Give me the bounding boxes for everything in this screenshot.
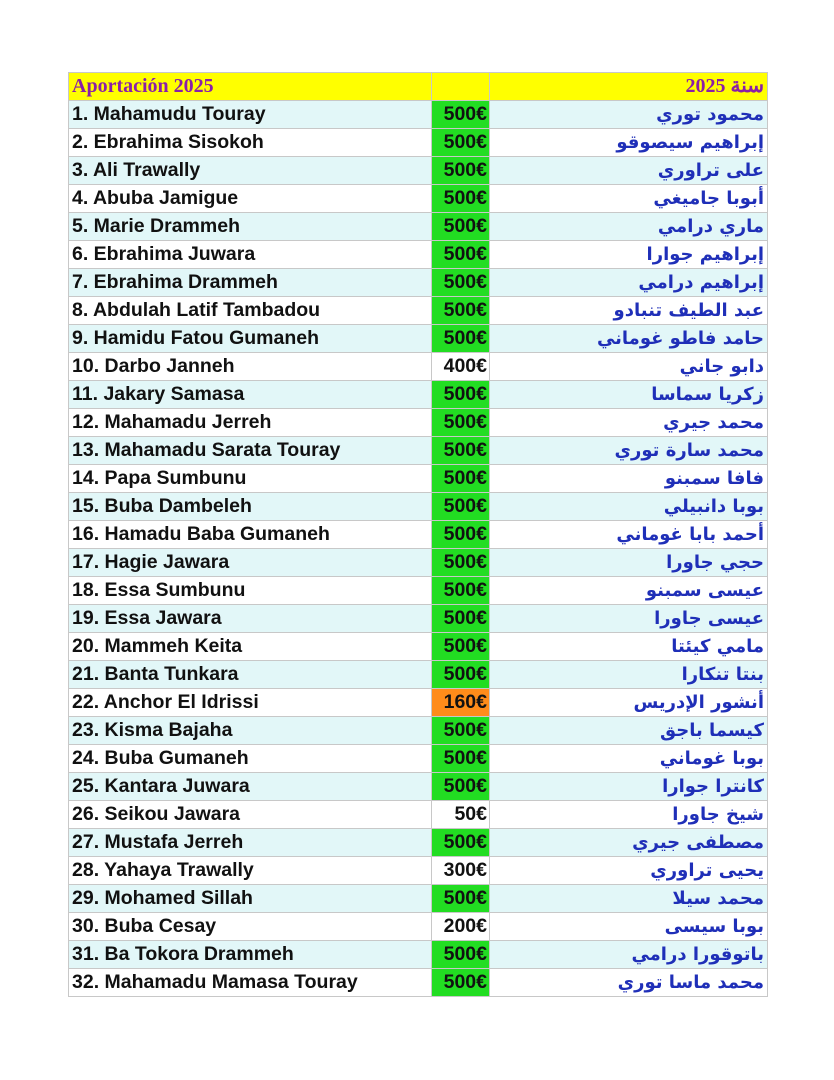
amount-cell[interactable]: 500€ <box>432 773 490 801</box>
table-row <box>69 745 768 773</box>
table-row <box>69 857 768 885</box>
arabic-name-cell[interactable]: إبراهيم جوارا <box>490 241 768 269</box>
member-name-cell[interactable]: 14. Papa Sumbunu <box>69 465 432 493</box>
member-name-cell[interactable]: 6. Ebrahima Juwara <box>69 241 432 269</box>
amount-cell[interactable]: 500€ <box>432 437 490 465</box>
arabic-name-cell[interactable]: محمد سيلا <box>490 885 768 913</box>
table-row <box>69 409 768 437</box>
arabic-name-cell[interactable]: محمد ماسا توري <box>490 969 768 997</box>
table-row <box>69 157 768 185</box>
header-title-es[interactable]: Aportación 2025 <box>69 73 432 101</box>
arabic-name-cell[interactable]: إبراهيم درامي <box>490 269 768 297</box>
table-row <box>69 521 768 549</box>
arabic-name-cell[interactable]: بوبا سيسى <box>490 913 768 941</box>
table-row <box>69 913 768 941</box>
member-name-cell[interactable]: 23. Kisma Bajaha <box>69 717 432 745</box>
amount-cell[interactable]: 500€ <box>432 213 490 241</box>
arabic-name-cell[interactable]: حامد فاطو غوماني <box>490 325 768 353</box>
amount-cell[interactable]: 500€ <box>432 941 490 969</box>
table-row <box>69 829 768 857</box>
amount-cell[interactable]: 500€ <box>432 829 490 857</box>
amount-cell[interactable]: 500€ <box>432 577 490 605</box>
arabic-name-cell[interactable]: بنتا تنكارا <box>490 661 768 689</box>
arabic-name-cell[interactable]: عبد الطيف تنبادو <box>490 297 768 325</box>
table-row <box>69 269 768 297</box>
amount-cell[interactable]: 500€ <box>432 325 490 353</box>
member-name-cell[interactable]: 27. Mustafa Jerreh <box>69 829 432 857</box>
amount-cell[interactable]: 500€ <box>432 409 490 437</box>
table-row <box>69 633 768 661</box>
amount-cell[interactable]: 500€ <box>432 969 490 997</box>
amount-cell[interactable]: 500€ <box>432 101 490 129</box>
member-name-cell[interactable]: 4. Abuba Jamigue <box>69 185 432 213</box>
member-name-cell[interactable]: 30. Buba Cesay <box>69 913 432 941</box>
amount-cell[interactable]: 500€ <box>432 885 490 913</box>
amount-cell[interactable]: 500€ <box>432 185 490 213</box>
amount-cell[interactable]: 500€ <box>432 661 490 689</box>
member-name-cell[interactable]: 15. Buba Dambeleh <box>69 493 432 521</box>
amount-cell[interactable]: 500€ <box>432 381 490 409</box>
member-name-cell[interactable]: 12. Mahamadu Jerreh <box>69 409 432 437</box>
amount-cell[interactable]: 500€ <box>432 129 490 157</box>
table-row <box>69 297 768 325</box>
table-row <box>69 185 768 213</box>
arabic-name-cell[interactable]: يحيى تراوري <box>490 857 768 885</box>
amount-cell[interactable]: 500€ <box>432 493 490 521</box>
arabic-name-cell[interactable]: عيسى سمبنو <box>490 577 768 605</box>
member-name-cell[interactable]: 10. Darbo Janneh <box>69 353 432 381</box>
table-row <box>69 241 768 269</box>
table-row <box>69 381 768 409</box>
member-name-cell[interactable]: 11. Jakary Samasa <box>69 381 432 409</box>
header-row <box>69 73 768 101</box>
arabic-name-cell[interactable]: حجي جاورا <box>490 549 768 577</box>
amount-cell[interactable]: 160€ <box>432 689 490 717</box>
arabic-name-cell[interactable]: أبوبا جاميغي <box>490 185 768 213</box>
table-row <box>69 941 768 969</box>
contributions-table <box>68 72 768 997</box>
member-name-cell[interactable]: 7. Ebrahima Drammeh <box>69 269 432 297</box>
amount-cell[interactable]: 500€ <box>432 745 490 773</box>
member-name-cell[interactable]: 32. Mahamadu Mamasa Touray <box>69 969 432 997</box>
member-name-cell[interactable]: 13. Mahamadu Sarata Touray <box>69 437 432 465</box>
amount-cell[interactable]: 400€ <box>432 353 490 381</box>
amount-cell[interactable]: 500€ <box>432 297 490 325</box>
arabic-name-cell[interactable]: أنشور الإدريس <box>490 689 768 717</box>
table-row <box>69 213 768 241</box>
arabic-name-cell[interactable]: إبراهيم سيصوقو <box>490 129 768 157</box>
table-row <box>69 717 768 745</box>
amount-cell[interactable]: 500€ <box>432 521 490 549</box>
member-name-cell[interactable]: 5. Marie Drammeh <box>69 213 432 241</box>
arabic-name-cell[interactable]: شيخ جاورا <box>490 801 768 829</box>
member-name-cell[interactable]: 9. Hamidu Fatou Gumaneh <box>69 325 432 353</box>
member-name-cell[interactable]: 20. Mammeh Keita <box>69 633 432 661</box>
member-name-cell[interactable]: 16. Hamadu Baba Gumaneh <box>69 521 432 549</box>
arabic-name-cell[interactable]: عيسى جاورا <box>490 605 768 633</box>
arabic-name-cell[interactable]: محمود توري <box>490 101 768 129</box>
member-name-cell[interactable]: 28. Yahaya Trawally <box>69 857 432 885</box>
member-name-cell[interactable]: 19. Essa Jawara <box>69 605 432 633</box>
amount-cell[interactable]: 500€ <box>432 605 490 633</box>
member-name-cell[interactable]: 26. Seikou Jawara <box>69 801 432 829</box>
member-name-cell[interactable]: 22. Anchor El Idrissi <box>69 689 432 717</box>
table-row <box>69 493 768 521</box>
arabic-name-cell[interactable]: مامي كيئتا <box>490 633 768 661</box>
amount-cell[interactable]: 50€ <box>432 801 490 829</box>
arabic-name-cell[interactable]: أحمد بابا غوماني <box>490 521 768 549</box>
arabic-name-cell[interactable]: محمد سارة توري <box>490 437 768 465</box>
member-name-cell[interactable]: 29. Mohamed Sillah <box>69 885 432 913</box>
member-name-cell[interactable]: 21. Banta Tunkara <box>69 661 432 689</box>
member-name-cell[interactable]: 8. Abdulah Latif Tambadou <box>69 297 432 325</box>
member-name-cell[interactable]: 2. Ebrahima Sisokoh <box>69 129 432 157</box>
header-amount-cell[interactable] <box>432 73 490 101</box>
arabic-name-cell[interactable]: ماري درامي <box>490 213 768 241</box>
arabic-name-cell[interactable]: على تراوري <box>490 157 768 185</box>
arabic-name-cell[interactable]: كيسما باجق <box>490 717 768 745</box>
member-name-cell[interactable]: 3. Ali Trawally <box>69 157 432 185</box>
arabic-name-cell[interactable]: فافا سمبنو <box>490 465 768 493</box>
arabic-name-cell[interactable]: بوبا غوماني <box>490 745 768 773</box>
table-row <box>69 885 768 913</box>
member-name-cell[interactable]: 18. Essa Sumbunu <box>69 577 432 605</box>
amount-cell[interactable]: 500€ <box>432 465 490 493</box>
arabic-name-cell[interactable]: بوبا دانبيلي <box>490 493 768 521</box>
arabic-name-cell[interactable]: كانترا جوارا <box>490 773 768 801</box>
table-row <box>69 325 768 353</box>
contributions-table-body <box>69 73 768 997</box>
member-name-cell[interactable]: 24. Buba Gumaneh <box>69 745 432 773</box>
amount-cell[interactable]: 200€ <box>432 913 490 941</box>
arabic-name-cell[interactable]: محمد جيري <box>490 409 768 437</box>
amount-cell[interactable]: 300€ <box>432 857 490 885</box>
table-row <box>69 465 768 493</box>
arabic-name-cell[interactable]: مصطفى جيري <box>490 829 768 857</box>
table-row <box>69 353 768 381</box>
table-row <box>69 577 768 605</box>
member-name-cell[interactable]: 1. Mahamudu Touray <box>69 101 432 129</box>
table-row <box>69 661 768 689</box>
arabic-name-cell[interactable]: زكريا سماسا <box>490 381 768 409</box>
amount-cell[interactable]: 500€ <box>432 269 490 297</box>
arabic-name-cell[interactable]: باتوقورا درامي <box>490 941 768 969</box>
table-row <box>69 801 768 829</box>
member-name-cell[interactable]: 17. Hagie Jawara <box>69 549 432 577</box>
header-title-ar[interactable]: سنة 2025 <box>490 73 768 101</box>
amount-cell[interactable]: 500€ <box>432 157 490 185</box>
table-row <box>69 437 768 465</box>
table-row <box>69 605 768 633</box>
table-row <box>69 549 768 577</box>
amount-cell[interactable]: 500€ <box>432 717 490 745</box>
amount-cell[interactable]: 500€ <box>432 633 490 661</box>
table-row <box>69 689 768 717</box>
amount-cell[interactable]: 500€ <box>432 241 490 269</box>
table-row <box>69 129 768 157</box>
table-row <box>69 773 768 801</box>
table-row <box>69 101 768 129</box>
amount-cell[interactable]: 500€ <box>432 549 490 577</box>
member-name-cell[interactable]: 31. Ba Tokora Drammeh <box>69 941 432 969</box>
arabic-name-cell[interactable]: دابو جاني <box>490 353 768 381</box>
table-row <box>69 969 768 997</box>
member-name-cell[interactable]: 25. Kantara Juwara <box>69 773 432 801</box>
